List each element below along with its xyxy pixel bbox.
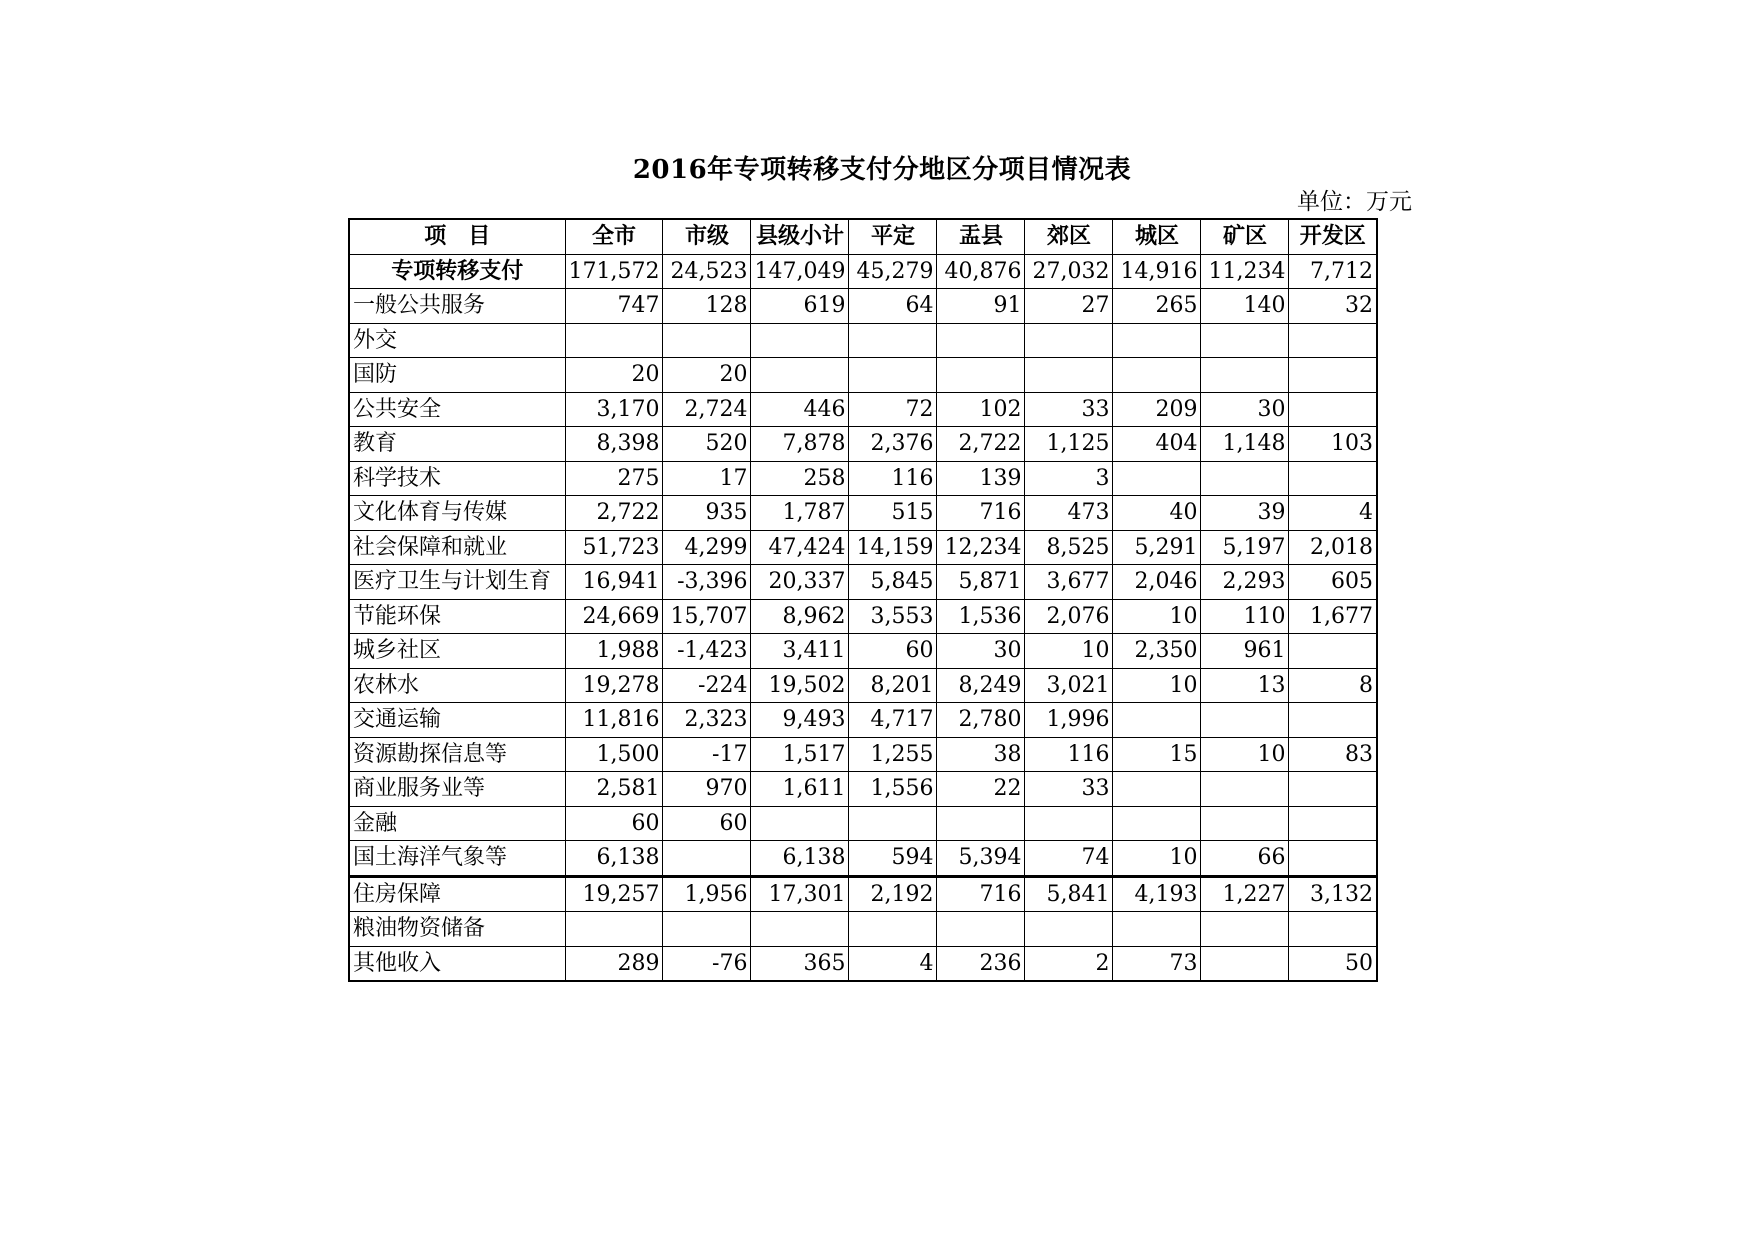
value-cell: 935 (663, 496, 751, 531)
value-cell: 60 (663, 806, 751, 841)
value-cell: 716 (937, 496, 1025, 531)
value-cell: 66 (1201, 841, 1289, 877)
total-row (349, 254, 1377, 289)
value-cell (1025, 912, 1113, 947)
value-cell: 20,337 (751, 565, 849, 600)
value-cell: 1,255 (849, 737, 937, 772)
value-cell: 961 (1201, 634, 1289, 669)
value-cell: 4 (849, 946, 937, 981)
value-cell: 7,878 (751, 427, 849, 462)
value-cell: 3,411 (751, 634, 849, 669)
value-cell: 22 (937, 772, 1025, 807)
value-cell: 4,299 (663, 530, 751, 565)
value-cell: 5,394 (937, 841, 1025, 877)
value-cell (1201, 461, 1289, 496)
value-cell: 116 (849, 461, 937, 496)
value-cell (849, 806, 937, 841)
value-cell (1289, 392, 1377, 427)
value-cell: 5,871 (937, 565, 1025, 600)
value-cell: 716 (937, 876, 1025, 912)
row-label: 资源勘探信息等 (349, 737, 565, 772)
value-cell: 3,677 (1025, 565, 1113, 600)
value-cell: 2,293 (1201, 565, 1289, 600)
value-cell: 3,021 (1025, 668, 1113, 703)
value-cell: 30 (1201, 392, 1289, 427)
value-cell: 60 (849, 634, 937, 669)
value-cell (663, 323, 751, 358)
row-label: 金融 (349, 806, 565, 841)
value-cell: 8,201 (849, 668, 937, 703)
value-cell: 5,197 (1201, 530, 1289, 565)
value-cell: -76 (663, 946, 751, 981)
value-cell: 50 (1289, 946, 1377, 981)
value-cell: 6,138 (565, 841, 663, 877)
value-cell: 3,170 (565, 392, 663, 427)
value-cell: 515 (849, 496, 937, 531)
value-cell (849, 358, 937, 393)
value-cell (751, 912, 849, 947)
value-cell: 10 (1113, 599, 1201, 634)
table-body (349, 254, 1377, 981)
value-cell: -1,423 (663, 634, 751, 669)
value-cell: 2,192 (849, 876, 937, 912)
value-cell: 2,323 (663, 703, 751, 738)
table-row (349, 946, 1377, 981)
value-cell: 17,301 (751, 876, 849, 912)
row-label: 公共安全 (349, 392, 565, 427)
value-cell: 8 (1289, 668, 1377, 703)
row-label: 专项转移支付 (349, 254, 565, 289)
column-header: 市级 (663, 219, 751, 254)
value-cell (1113, 806, 1201, 841)
value-cell: 8,525 (1025, 530, 1113, 565)
value-cell: 236 (937, 946, 1025, 981)
value-cell: 19,502 (751, 668, 849, 703)
value-cell (1113, 703, 1201, 738)
value-cell: 1,787 (751, 496, 849, 531)
value-cell: 605 (1289, 565, 1377, 600)
column-header: 城区 (1113, 219, 1201, 254)
value-cell (1201, 912, 1289, 947)
value-cell: 289 (565, 946, 663, 981)
value-cell: 72 (849, 392, 937, 427)
value-cell: 404 (1113, 427, 1201, 462)
value-cell: 619 (751, 289, 849, 324)
value-cell: 1,611 (751, 772, 849, 807)
value-cell: 17 (663, 461, 751, 496)
table-row (349, 565, 1377, 600)
value-cell: 1,988 (565, 634, 663, 669)
value-cell (1201, 806, 1289, 841)
table-row (349, 530, 1377, 565)
table-row (349, 841, 1377, 877)
value-cell: 2,350 (1113, 634, 1201, 669)
value-cell (1289, 841, 1377, 877)
table-row (349, 461, 1377, 496)
value-cell: 147,049 (751, 254, 849, 289)
value-cell (1113, 461, 1201, 496)
row-label: 文化体育与传媒 (349, 496, 565, 531)
value-cell: 110 (1201, 599, 1289, 634)
value-cell: 64 (849, 289, 937, 324)
value-cell: 73 (1113, 946, 1201, 981)
value-cell: 2,018 (1289, 530, 1377, 565)
value-cell: 40,876 (937, 254, 1025, 289)
value-cell (1289, 323, 1377, 358)
value-cell: 275 (565, 461, 663, 496)
column-header: 郊区 (1025, 219, 1113, 254)
value-cell: 4,717 (849, 703, 937, 738)
value-cell: 30 (937, 634, 1025, 669)
value-cell: 45,279 (849, 254, 937, 289)
row-label: 商业服务业等 (349, 772, 565, 807)
value-cell: 39 (1201, 496, 1289, 531)
value-cell: 139 (937, 461, 1025, 496)
value-cell: 140 (1201, 289, 1289, 324)
value-cell (1201, 946, 1289, 981)
value-cell: 747 (565, 289, 663, 324)
value-cell: 8,398 (565, 427, 663, 462)
value-cell: 27 (1025, 289, 1113, 324)
value-cell: 40 (1113, 496, 1201, 531)
value-cell: 1,677 (1289, 599, 1377, 634)
value-cell: 970 (663, 772, 751, 807)
value-cell: -17 (663, 737, 751, 772)
value-cell: 38 (937, 737, 1025, 772)
value-cell: 2,722 (565, 496, 663, 531)
value-cell: 5,845 (849, 565, 937, 600)
column-header: 矿区 (1201, 219, 1289, 254)
value-cell (1289, 634, 1377, 669)
value-cell: 365 (751, 946, 849, 981)
value-cell: 15,707 (663, 599, 751, 634)
value-cell (1113, 772, 1201, 807)
value-cell (751, 806, 849, 841)
value-cell: 2,581 (565, 772, 663, 807)
table-row (349, 806, 1377, 841)
value-cell (565, 912, 663, 947)
value-cell: 33 (1025, 772, 1113, 807)
value-cell: 2,722 (937, 427, 1025, 462)
value-cell (565, 323, 663, 358)
row-label: 外交 (349, 323, 565, 358)
value-cell: 32 (1289, 289, 1377, 324)
value-cell: 15 (1113, 737, 1201, 772)
value-cell: 9,493 (751, 703, 849, 738)
value-cell (663, 841, 751, 877)
value-cell: 3 (1025, 461, 1113, 496)
value-cell (1289, 772, 1377, 807)
value-cell: 520 (663, 427, 751, 462)
value-cell (1201, 323, 1289, 358)
value-cell (1201, 358, 1289, 393)
value-cell: 2,780 (937, 703, 1025, 738)
row-label: 其他收入 (349, 946, 565, 981)
row-label: 农林水 (349, 668, 565, 703)
table-row (349, 912, 1377, 947)
value-cell (937, 323, 1025, 358)
value-cell: 8,249 (937, 668, 1025, 703)
value-cell (751, 323, 849, 358)
value-cell: 2,046 (1113, 565, 1201, 600)
value-cell: 594 (849, 841, 937, 877)
table-row (349, 599, 1377, 634)
value-cell: 3,132 (1289, 876, 1377, 912)
value-cell: 2,376 (849, 427, 937, 462)
value-cell: 171,572 (565, 254, 663, 289)
value-cell (1289, 806, 1377, 841)
value-cell: 1,996 (1025, 703, 1113, 738)
value-cell: 11,816 (565, 703, 663, 738)
row-label: 城乡社区 (349, 634, 565, 669)
column-header: 全市 (565, 219, 663, 254)
unit-label: 单位：万元 (1297, 189, 1412, 215)
value-cell: -224 (663, 668, 751, 703)
value-cell (1201, 703, 1289, 738)
value-cell: 10 (1025, 634, 1113, 669)
value-cell: 102 (937, 392, 1025, 427)
value-cell: 60 (565, 806, 663, 841)
value-cell: 24,523 (663, 254, 751, 289)
value-cell (849, 912, 937, 947)
row-label: 教育 (349, 427, 565, 462)
value-cell (1289, 461, 1377, 496)
value-cell: 24,669 (565, 599, 663, 634)
value-cell: 14,159 (849, 530, 937, 565)
row-label: 一般公共服务 (349, 289, 565, 324)
value-cell: 265 (1113, 289, 1201, 324)
value-cell (1025, 358, 1113, 393)
value-cell: 4 (1289, 496, 1377, 531)
table-row (349, 289, 1377, 324)
value-cell (937, 912, 1025, 947)
transfer-payment-table (348, 218, 1378, 982)
row-label: 国防 (349, 358, 565, 393)
table-row (349, 737, 1377, 772)
value-cell: 27,032 (1025, 254, 1113, 289)
row-label: 社会保障和就业 (349, 530, 565, 565)
table-row (349, 703, 1377, 738)
value-cell: 13 (1201, 668, 1289, 703)
header-row (349, 219, 1377, 254)
table-row (349, 358, 1377, 393)
table-row (349, 668, 1377, 703)
value-cell: 33 (1025, 392, 1113, 427)
value-cell: 19,278 (565, 668, 663, 703)
value-cell: 5,291 (1113, 530, 1201, 565)
value-cell (1113, 323, 1201, 358)
value-cell (849, 323, 937, 358)
value-cell (1113, 912, 1201, 947)
table-row (349, 634, 1377, 669)
value-cell: -3,396 (663, 565, 751, 600)
value-cell: 1,517 (751, 737, 849, 772)
value-cell: 10 (1113, 668, 1201, 703)
value-cell: 47,424 (751, 530, 849, 565)
value-cell: 20 (565, 358, 663, 393)
value-cell: 10 (1113, 841, 1201, 877)
table-row (349, 496, 1377, 531)
value-cell: 12,234 (937, 530, 1025, 565)
value-cell: 83 (1289, 737, 1377, 772)
value-cell (937, 806, 1025, 841)
value-cell: 128 (663, 289, 751, 324)
value-cell: 2,076 (1025, 599, 1113, 634)
value-cell: 116 (1025, 737, 1113, 772)
value-cell: 2 (1025, 946, 1113, 981)
value-cell (1025, 806, 1113, 841)
value-cell (1289, 358, 1377, 393)
table-row (349, 323, 1377, 358)
column-header: 盂县 (937, 219, 1025, 254)
row-label: 节能环保 (349, 599, 565, 634)
table-title: 2016年专项转移支付分地区分项目情况表 (632, 155, 1132, 185)
value-cell: 1,556 (849, 772, 937, 807)
value-cell: 1,125 (1025, 427, 1113, 462)
table-row (349, 772, 1377, 807)
value-cell: 446 (751, 392, 849, 427)
value-cell (1113, 358, 1201, 393)
value-cell: 1,956 (663, 876, 751, 912)
table-row (349, 876, 1377, 912)
row-label: 医疗卫生与计划生育 (349, 565, 565, 600)
value-cell (937, 358, 1025, 393)
row-label: 住房保障 (349, 876, 565, 912)
row-label: 国土海洋气象等 (349, 841, 565, 877)
value-cell: 1,500 (565, 737, 663, 772)
value-cell: 1,536 (937, 599, 1025, 634)
value-cell (1025, 323, 1113, 358)
value-cell: 3,553 (849, 599, 937, 634)
value-cell (1201, 772, 1289, 807)
value-cell: 473 (1025, 496, 1113, 531)
value-cell: 7,712 (1289, 254, 1377, 289)
row-label: 科学技术 (349, 461, 565, 496)
value-cell: 19,257 (565, 876, 663, 912)
value-cell: 51,723 (565, 530, 663, 565)
value-cell: 2,724 (663, 392, 751, 427)
column-header: 开发区 (1289, 219, 1377, 254)
value-cell: 209 (1113, 392, 1201, 427)
value-cell (663, 912, 751, 947)
column-header: 县级小计 (751, 219, 849, 254)
value-cell: 8,962 (751, 599, 849, 634)
value-cell: 5,841 (1025, 876, 1113, 912)
value-cell: 91 (937, 289, 1025, 324)
value-cell: 74 (1025, 841, 1113, 877)
value-cell: 258 (751, 461, 849, 496)
value-cell: 10 (1201, 737, 1289, 772)
value-cell (751, 358, 849, 393)
value-cell (1289, 703, 1377, 738)
column-header: 平定 (849, 219, 937, 254)
column-header: 项 目 (349, 219, 565, 254)
row-label: 交通运输 (349, 703, 565, 738)
value-cell: 6,138 (751, 841, 849, 877)
value-cell: 11,234 (1201, 254, 1289, 289)
value-cell (1289, 912, 1377, 947)
value-cell: 4,193 (1113, 876, 1201, 912)
value-cell: 14,916 (1113, 254, 1201, 289)
table-row (349, 392, 1377, 427)
row-label: 粮油物资储备 (349, 912, 565, 947)
value-cell: 20 (663, 358, 751, 393)
value-cell: 16,941 (565, 565, 663, 600)
table-row (349, 427, 1377, 462)
value-cell: 103 (1289, 427, 1377, 462)
value-cell: 1,148 (1201, 427, 1289, 462)
value-cell: 1,227 (1201, 876, 1289, 912)
